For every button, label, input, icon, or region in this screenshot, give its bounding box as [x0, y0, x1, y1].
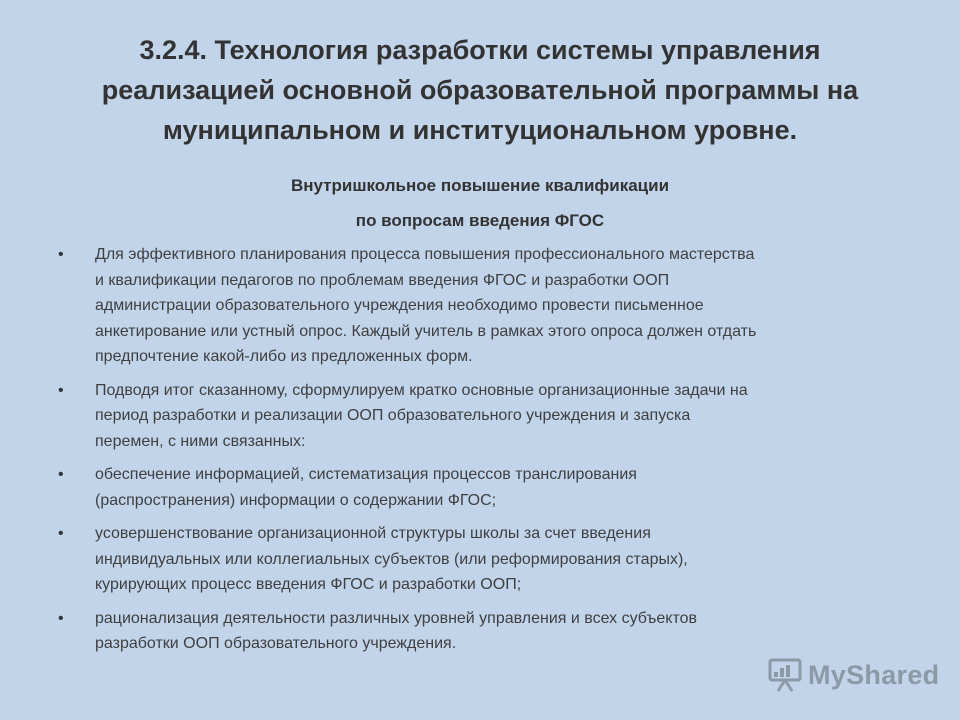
bullet-line: разработки ООП образовательного учреждения.: [95, 635, 457, 652]
bullet-line: рационализация деятельности различных уровней управления и всех субъектов: [95, 609, 698, 627]
bullet-item: [58, 378, 908, 455]
watermark-text: MyShared: [808, 659, 940, 690]
bullet-line: (распространения) информации о содержании ФГОС;: [95, 491, 497, 509]
bullet-marker: •: [58, 381, 64, 399]
bullet-list: [58, 242, 908, 665]
bullet-line: предпочтение какой-либо из предложенных форм.: [95, 348, 473, 365]
bullet-line: курирующих процесс введения ФГОС и разработки ООП;: [95, 576, 522, 593]
bullet-line: анкетирование или устный опрос. Каждый учитель в рамках этого опроса должен отдать: [95, 322, 757, 340]
title-line: муниципальном и институциональном уровне.: [162, 115, 798, 145]
bullet-line: обеспечение информацией, систематизация процессов транслирования: [95, 466, 637, 483]
myshared-watermark[interactable]: [768, 656, 940, 694]
bullet-marker: •: [58, 466, 64, 483]
slide-title: [60, 30, 900, 150]
presentation-board-icon: [768, 657, 802, 693]
bullet-marker: •: [58, 609, 64, 627]
title-line: 3.2.4. Технология разработки системы управления: [139, 35, 821, 65]
bullet-line: перемен, с ними связанных:: [95, 432, 306, 450]
bullet-marker: •: [58, 246, 64, 263]
subtitle-line-2: по вопросам введения ФГОС: [355, 211, 605, 230]
bullet-line: администрации образовательного учреждения необходимо провести письменное: [95, 297, 704, 314]
bullet-line: период разработки и реализации ООП образовательного учреждения и запуска: [95, 407, 691, 424]
bullet-item: [58, 521, 908, 598]
bullet-line: усовершенствование организационной структуры школы за счет введения: [95, 525, 651, 542]
bullet-line: Подводя итог сказанному, сформулируем кратко основные организационные задачи на: [95, 381, 748, 399]
bullet-line: и квалификации педагогов по проблемам введения ФГОС и разработки ООП: [95, 271, 670, 289]
bullet-line: индивидуальных или коллегиальных субъектов (или реформирования старых),: [95, 550, 688, 568]
bullet-line: Для эффективного планирования процесса повышения профессионального мастерства: [95, 246, 755, 263]
bullet-item: [58, 242, 908, 370]
bullet-item: [58, 462, 908, 513]
title-line: реализацией основной образовательной программы на: [101, 75, 859, 105]
bullet-marker: •: [58, 525, 64, 542]
bullet-item: [58, 606, 908, 657]
subtitle-line-1: Внутришкольное повышение квалификации: [290, 176, 670, 195]
